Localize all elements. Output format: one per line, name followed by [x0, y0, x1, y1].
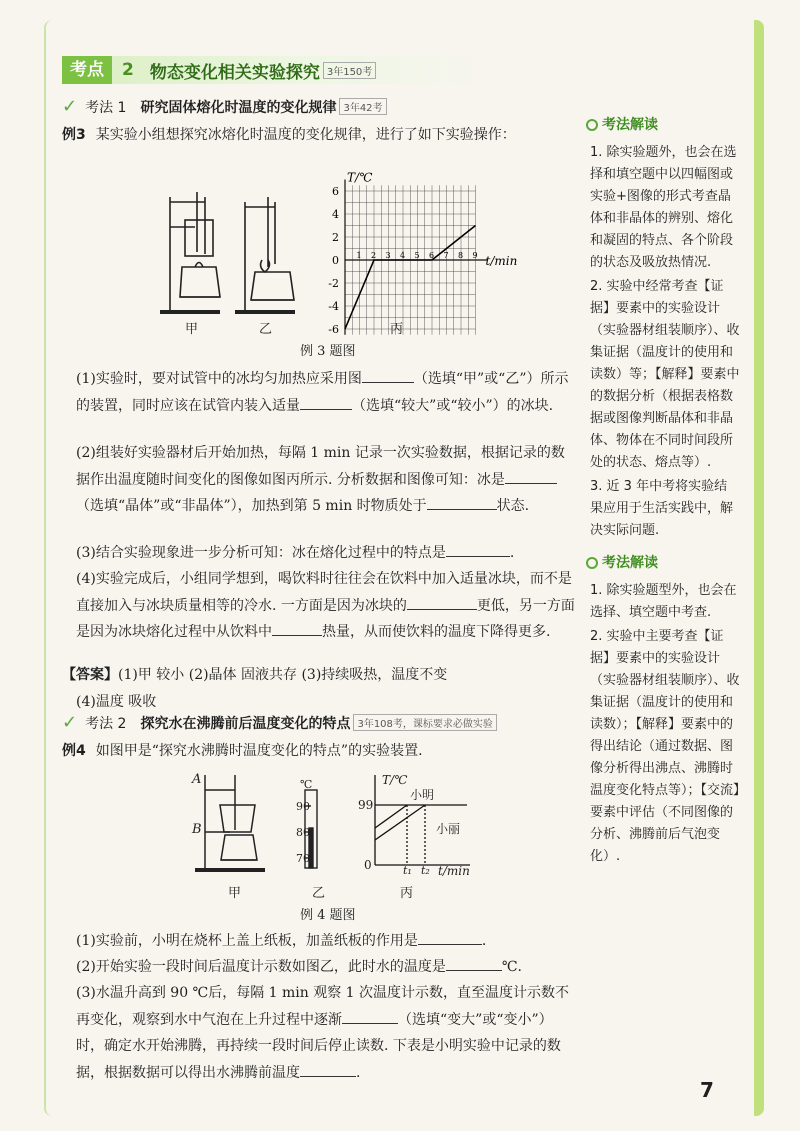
section-header	[62, 56, 482, 84]
method-1-frequency: 3年42考	[339, 98, 386, 115]
ex3-q1	[76, 366, 576, 419]
method-2-name: 考法 2	[85, 715, 127, 732]
y-axis-label: T/℃	[347, 170, 373, 185]
x-tick-label: 9	[472, 251, 478, 260]
ex3-fig-yi: 乙	[259, 322, 273, 337]
apparatus-yi	[235, 197, 295, 312]
ex3-fig-bing: 丙	[390, 322, 404, 337]
x-tick-label: 4	[400, 251, 406, 260]
ex3-q2-text-c: 状态.	[496, 498, 530, 514]
ex3-q1-blank-1[interactable]	[362, 368, 414, 383]
ex3-q1-blank-2[interactable]	[300, 395, 352, 410]
ex3-q4-text-a: (4)实验完成后，小组同学想到，喝饮料时往往会在饮料中加入适量冰块，而不是直接加入与冰块质量相等的冷水. 一方面是因为冰块的	[76, 571, 572, 614]
sidebar-head-2-text: 考法解读	[602, 555, 658, 571]
check-icon: ✓	[62, 96, 78, 117]
answer-label: 【答案】	[62, 667, 118, 683]
ex4-graph-0: 0	[364, 858, 372, 872]
ex3-q2-blank-2[interactable]	[427, 495, 497, 510]
ex4-graph-x-label: t/min	[438, 864, 470, 878]
ex3-q3	[76, 540, 576, 567]
ex4-graph-y-label: T/℃	[382, 773, 408, 787]
ex3-fig-jia: 甲	[185, 322, 199, 337]
ex3-label: 例3	[62, 127, 86, 143]
ex4-thermo-80: 80	[296, 826, 310, 839]
method-1-heading	[62, 96, 387, 117]
y-tick-label: -6	[328, 323, 339, 336]
ex4-name-ming: 小明	[410, 788, 435, 802]
ex4-thermo-90: 90	[296, 800, 310, 813]
sidebar	[590, 110, 740, 870]
page-number: 7	[700, 1078, 714, 1102]
sidebar-head-1	[586, 114, 740, 136]
x-tick-label: 6	[429, 251, 435, 260]
method-1-title: 研究固体熔化时温度的变化规律	[140, 99, 337, 116]
ex4-thermo-unit: ℃	[300, 778, 313, 791]
y-tick-label: 6	[332, 185, 339, 198]
ex3-q4-text-c: 热量，从而使饮料的温度下降得更多.	[322, 624, 551, 640]
x-axis-label: t/min	[485, 254, 518, 268]
ex3-q3-blank[interactable]	[446, 542, 510, 557]
ex4-q2	[76, 954, 576, 981]
ex4-graph-99: 99	[358, 798, 374, 812]
ex4-q1-text-b: .	[481, 933, 487, 949]
section-tag: 考点	[62, 56, 112, 84]
method-2-heading	[62, 712, 497, 733]
ex3-q2-blank-1[interactable]	[505, 469, 557, 484]
method-1-name: 考法 1	[85, 99, 127, 116]
answer-line-1: (1)甲 较小 (2)晶体 固液共存 (3)持续吸热，温度不变	[118, 667, 448, 683]
ex3-q4-blank-1[interactable]	[407, 595, 477, 610]
magnifier-icon	[586, 557, 598, 569]
ex4-graph-t2: t₂	[421, 864, 430, 877]
ex4-q3-text-a: (3)水温升高到 90 ℃后，每隔 1 min 观察 1 次温度计示数，直至温度计示数不再变化，观察到水中气泡在上升过程中逐渐	[76, 985, 570, 1028]
ex3-graph	[328, 171, 517, 337]
boiling-apparatus	[195, 775, 265, 870]
ex3-caption: 例 3 题图	[300, 344, 356, 359]
x-tick-label: 5	[414, 251, 420, 260]
ex3-q2-text-a: (2)组装好实验器材后开始加热，每隔 1 min 记录一次实验数据，根据记录的数据作出温度随时间变化的图像如图丙所示. 分析数据和图像可知：冰是	[76, 445, 565, 488]
ex4-thermo-70: 70	[296, 852, 310, 865]
x-tick-label: 1	[356, 251, 362, 260]
y-tick-label: -4	[328, 300, 339, 313]
ex4-q3-text-b: （选填“变大”或“变小”）时，确定水开始沸腾，再持续一段时间后停止读数. 下表是小明实验中记录的数据，根据数据可以得出水沸腾前温度	[76, 1011, 561, 1081]
ex4-q2-text-a: (2)开始实验一段时间后温度计示数如图乙，此时水的温度是	[76, 959, 446, 975]
y-tick-label: -2	[328, 277, 339, 290]
section-number: 2	[122, 60, 134, 80]
ex4-point-b: B	[192, 822, 202, 837]
ex4-q1-text-a: (1)实验前，小明在烧杯上盖上纸板，加盖纸板的作用是	[76, 933, 418, 949]
ex4-q3-text-c: .	[356, 1064, 361, 1081]
ex4-q3-blank-1[interactable]	[342, 1009, 398, 1024]
x-tick-label: 3	[385, 251, 391, 260]
ex4-fig-bing: 丙	[400, 886, 414, 901]
y-tick-label: 2	[332, 231, 339, 244]
ex4-caption: 例 4 题图	[300, 908, 356, 923]
sidebar-item-2-1: 1. 除实验题型外，也会在选择、填空题中考查.	[590, 583, 737, 620]
section-frequency: 3年150考	[323, 62, 376, 79]
sidebar-item-1-3: 3. 近 3 年中考将实验结果应用于生活实践中，解决实际问题.	[590, 479, 734, 538]
ex4-fig-yi: 乙	[312, 886, 326, 901]
sidebar-item-2-2: 2. 实验中主要考查【证据】要素中的实验设计（实验器材组装顺序）、收集证据（温度计的使用和读数）；【解释】要素中的得出结论（通过数据、图像分析得出沸点、沸腾时温度变化特点等）；【交流】要素中评估（不同图像的分析、沸腾前后气泡变化）.	[590, 629, 740, 864]
ex3-figure	[150, 170, 518, 337]
ex4-label: 例4	[62, 743, 86, 759]
ex3-q2-text-b: （选填“晶体”或“非晶体”），加热到第 5 min 时物质处于	[76, 498, 427, 514]
ex4-intro	[62, 738, 582, 765]
x-tick-label: 7	[443, 251, 449, 260]
ex3-q3-text-a: (3)结合实验现象进一步分析可知：冰在熔化过程中的特点是	[76, 545, 446, 561]
ex4-intro-text: 如图甲是“探究水沸腾时温度变化的特点”的实验装置.	[95, 743, 423, 759]
ex4-q1-blank[interactable]	[418, 930, 482, 945]
ex3-q4-text-b: 更低，另一方面是因为冰块熔化过程中从饮料中	[76, 597, 575, 640]
ex3-q4-blank-2[interactable]	[272, 621, 322, 636]
ex3-intro-text: 某实验小组想探究冰熔化时温度的变化规律，进行了如下实验操作：	[95, 127, 516, 143]
y-tick-label: 4	[332, 208, 339, 221]
ex3-q1-text-b: （选填“甲”或“乙”）所示的装置，同时应该在试管内装入适量	[76, 371, 569, 414]
ex4-q2-blank[interactable]	[446, 956, 502, 971]
magnifier-icon	[586, 119, 598, 131]
y-tick-label: 0	[332, 254, 339, 267]
section-title: 物态变化相关实验探究	[149, 62, 320, 83]
ex3-q3-text-b: .	[509, 545, 515, 561]
ex3-answer	[62, 662, 582, 715]
check-icon: ✓	[62, 712, 78, 733]
ex4-name-li: 小丽	[436, 822, 461, 836]
ex3-intro	[62, 122, 582, 149]
ex3-q1-text-c: （选填“较大”或“较小”）的冰块.	[352, 397, 554, 414]
ex4-fig-jia: 甲	[228, 886, 242, 901]
ex4-point-a: A	[192, 772, 202, 787]
ex3-q1-text-a: (1)实验时，要对试管中的冰均匀加热应采用图	[76, 371, 362, 387]
x-tick-label: 8	[458, 251, 464, 260]
ex3-q4	[76, 566, 576, 646]
ex4-q3-blank-2[interactable]	[300, 1062, 356, 1077]
apparatus-jia	[160, 192, 220, 312]
sidebar-head-2	[586, 552, 740, 574]
sidebar-head-1-text: 考法解读	[602, 117, 658, 133]
ex4-q3	[76, 980, 576, 1086]
sidebar-item-1-2: 2. 实验中经常考查【证据】要素中的实验设计（实验器材组装顺序）、收集证据（温度计的使用和读数）等；【解释】要素中的数据分析（根据表格数据或图像判断晶体和非晶体、物体在不同时间段所处的状态、熔点等）.	[590, 279, 740, 470]
ex4-q1	[76, 928, 576, 955]
ex3-q2	[76, 440, 576, 520]
ex4-graph-t1: t₁	[403, 864, 412, 877]
method-2-frequency: 3年108考，课标要求必做实验	[353, 714, 496, 731]
method-2-title: 探究水在沸腾前后温度变化的特点	[140, 715, 351, 732]
ex4-q2-text-b: ℃.	[501, 959, 522, 975]
sidebar-item-1-1: 1. 除实验题外，也会在选择和填空题中以四幅图或实验+图像的形式考查晶体和非晶体的辨别、熔化和凝固的特点、各个阶段的状态及吸放热情况.	[590, 145, 737, 270]
answer-line-2: (4)温度 吸收	[76, 693, 157, 710]
x-tick-label: 2	[371, 251, 377, 260]
